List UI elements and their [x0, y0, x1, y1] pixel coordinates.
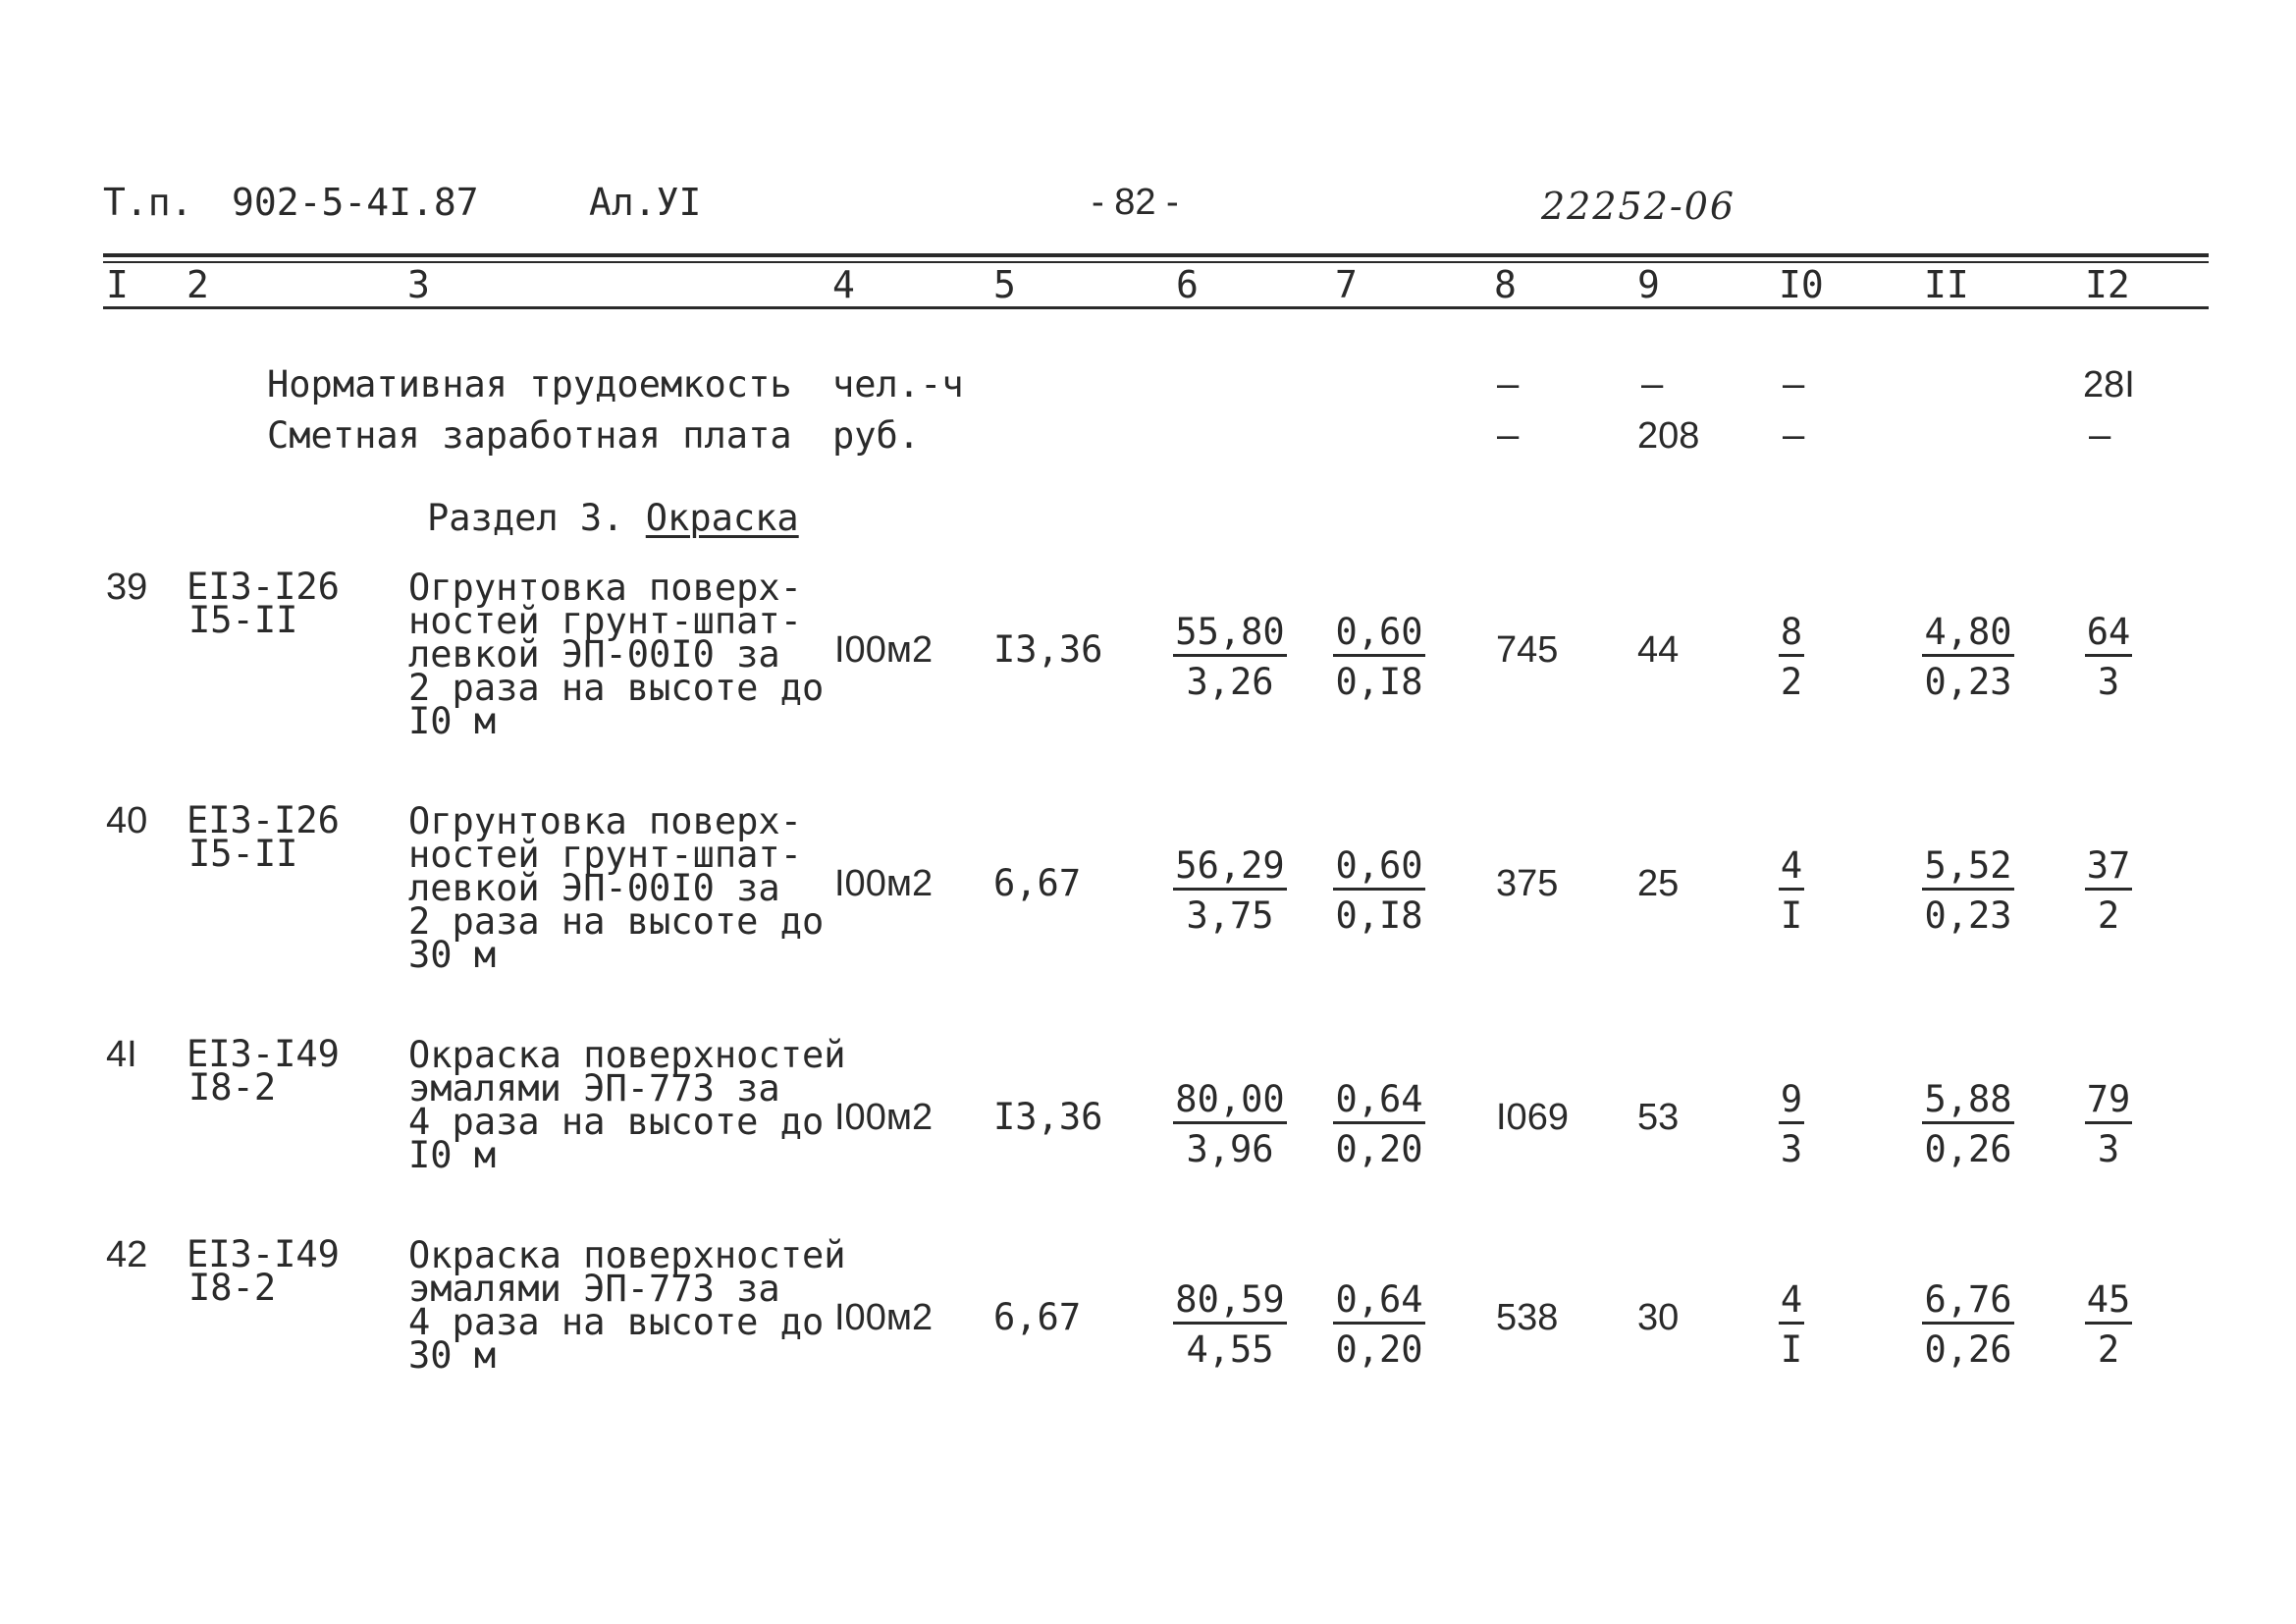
album-label: Ал.УI [589, 181, 702, 224]
row-col10 [1767, 1278, 1816, 1370]
row-col6 [1166, 1078, 1294, 1169]
section-name: Окраска [645, 497, 799, 539]
row-col11 [1914, 1278, 2022, 1370]
row-col10-numerator: 4 [1779, 846, 1804, 891]
row-col8: I069 [1496, 1097, 1569, 1138]
row-subcode: I5-II [188, 599, 298, 641]
row-col12-denominator: 2 [2097, 894, 2120, 937]
summary-col12: – [2089, 414, 2111, 457]
row-description: Окраска поверхностей эмалями ЭП-773 за 4 раза на высоте до I0 м [408, 1034, 846, 1176]
summary-col9: 208 [1637, 415, 1700, 457]
row-col11 [1914, 611, 2022, 702]
row-col11-denominator: 0,23 [1924, 894, 2012, 937]
doc-type-label: Т.п. [103, 181, 193, 224]
row-quantity: I3,36 [993, 628, 1103, 671]
row-col12-denominator: 3 [2097, 1128, 2120, 1170]
row-col11-numerator: 6,76 [1922, 1280, 2013, 1325]
row-col12-numerator: 45 [2085, 1280, 2133, 1325]
row-col6 [1166, 611, 1294, 702]
row-col10-denominator: 3 [1780, 1128, 1803, 1170]
row-col6 [1166, 844, 1294, 936]
row-col7-numerator: 0,60 [1333, 846, 1424, 891]
row-description: Огрунтовка поверх- ностей грунт-шпат- левкой ЭП-00I0 за 2 раза на высоте до 30 м [408, 800, 825, 976]
summary-col12: 28I [2083, 364, 2135, 406]
summary-col9: – [1641, 363, 1664, 406]
row-col6-numerator: 80,59 [1173, 1280, 1286, 1325]
col-header-5: 5 [993, 263, 1016, 306]
row-description: Огрунтовка поверх- ностей грунт-шпат- левкой ЭП-00I0 за 2 раза на высоте до I0 м [408, 567, 825, 742]
col-header-1: I [106, 263, 129, 306]
row-col10 [1767, 1078, 1816, 1169]
col-header-10: I0 [1779, 263, 1824, 306]
row-col7-numerator: 0,64 [1333, 1080, 1424, 1124]
summary-col8: – [1497, 363, 1520, 406]
row-subcode: I8-2 [188, 1267, 277, 1309]
row-col6-denominator: 3,75 [1186, 894, 1274, 937]
row-col10-denominator: I [1780, 894, 1803, 937]
row-col6 [1166, 1278, 1294, 1370]
summary-name: Нормативная трудоемкость [267, 363, 792, 406]
row-col10 [1767, 844, 1816, 936]
row-col11-denominator: 0,26 [1924, 1128, 2012, 1170]
row-col6-numerator: 56,29 [1173, 846, 1286, 891]
row-col11-numerator: 5,52 [1922, 846, 2013, 891]
row-col10-numerator: 8 [1779, 613, 1804, 657]
row-col11 [1914, 844, 2022, 936]
col-header-4: 4 [832, 263, 855, 306]
row-col9: 44 [1637, 629, 1680, 671]
top-double-rule [103, 253, 2209, 257]
row-col12-numerator: 79 [2085, 1080, 2133, 1124]
row-col7-denominator: 0,I8 [1335, 661, 1423, 703]
col-header-7: 7 [1335, 263, 1358, 306]
handwritten-code: 22252-06 [1541, 185, 1736, 228]
col-header-2: 2 [187, 263, 209, 306]
row-col11-denominator: 0,23 [1924, 661, 2012, 703]
col-header-9: 9 [1637, 263, 1660, 306]
project-code: 902-5-4I.87 [232, 181, 479, 224]
summary-col8: – [1497, 414, 1520, 457]
row-number: 42 [106, 1234, 148, 1275]
summary-col10: – [1783, 363, 1805, 406]
summary-name: Сметная заработная плата [267, 414, 792, 457]
row-code: EI3-I26 [187, 566, 340, 608]
row-quantity: 6,67 [993, 862, 1082, 904]
row-col9: 30 [1637, 1297, 1680, 1338]
col-header-8: 8 [1494, 263, 1517, 306]
summary-col10: – [1783, 414, 1805, 457]
row-subcode: I8-2 [188, 1066, 277, 1109]
row-col10 [1767, 611, 1816, 702]
col-header-3: 3 [407, 263, 430, 306]
row-code: EI3-I49 [187, 1033, 340, 1075]
row-col12 [2079, 611, 2138, 702]
row-col12-denominator: 2 [2097, 1328, 2120, 1371]
row-code: EI3-I49 [187, 1233, 340, 1275]
row-col7 [1325, 611, 1433, 702]
row-col7 [1325, 1278, 1433, 1370]
row-col10-numerator: 4 [1779, 1280, 1804, 1325]
row-col7-denominator: 0,I8 [1335, 894, 1423, 937]
row-col12-numerator: 37 [2085, 846, 2133, 891]
row-col10-denominator: I [1780, 1328, 1803, 1371]
row-col7-denominator: 0,20 [1335, 1328, 1423, 1371]
row-col12-denominator: 3 [2097, 661, 2120, 703]
row-col6-denominator: 3,96 [1186, 1128, 1274, 1170]
row-col11-numerator: 5,88 [1922, 1080, 2013, 1124]
row-description: Окраска поверхностей эмалями ЭП-773 за 4 раза на высоте до 30 м [408, 1234, 846, 1377]
col-header-12: I2 [2085, 263, 2130, 306]
row-col10-denominator: 2 [1780, 661, 1803, 703]
row-col7-numerator: 0,64 [1333, 1280, 1424, 1325]
page-number: - 82 - [1092, 182, 1179, 223]
row-number: 4I [106, 1034, 137, 1075]
row-col8: 538 [1496, 1297, 1559, 1338]
summary-unit: чел.-ч [832, 363, 964, 406]
row-col8: 375 [1496, 863, 1559, 904]
row-unit: I00м2 [834, 1297, 934, 1338]
row-col7 [1325, 1078, 1433, 1169]
row-col10-numerator: 9 [1779, 1080, 1804, 1124]
row-col11-denominator: 0,26 [1924, 1328, 2012, 1371]
row-col7-denominator: 0,20 [1335, 1128, 1423, 1170]
row-code: EI3-I26 [187, 799, 340, 841]
row-col8: 745 [1496, 629, 1559, 671]
row-col6-numerator: 55,80 [1173, 613, 1286, 657]
row-quantity: I3,36 [993, 1096, 1103, 1138]
row-unit: I00м2 [834, 1097, 934, 1138]
row-col7 [1325, 844, 1433, 936]
row-unit: I00м2 [834, 629, 934, 671]
col-header-6: 6 [1176, 263, 1199, 306]
row-col12 [2079, 1078, 2138, 1169]
header-bottom-rule [103, 306, 2209, 309]
row-quantity: 6,67 [993, 1296, 1082, 1338]
row-col6-denominator: 3,26 [1186, 661, 1274, 703]
row-col7-numerator: 0,60 [1333, 613, 1424, 657]
section-prefix: Раздел 3. [427, 497, 624, 539]
row-col11 [1914, 1078, 2022, 1169]
row-col9: 25 [1637, 863, 1680, 904]
row-col12-numerator: 64 [2085, 613, 2133, 657]
col-header-11: II [1924, 263, 1969, 306]
row-col9: 53 [1637, 1097, 1680, 1138]
row-col6-numerator: 80,00 [1173, 1080, 1286, 1124]
section-title [427, 499, 799, 538]
row-unit: I00м2 [834, 863, 934, 904]
summary-unit: руб. [832, 414, 921, 457]
row-number: 39 [106, 567, 148, 608]
row-subcode: I5-II [188, 833, 298, 875]
row-col6-denominator: 4,55 [1186, 1328, 1274, 1371]
row-col11-numerator: 4,80 [1922, 613, 2013, 657]
row-col12 [2079, 1278, 2138, 1370]
row-number: 40 [106, 800, 148, 841]
row-col12 [2079, 844, 2138, 936]
